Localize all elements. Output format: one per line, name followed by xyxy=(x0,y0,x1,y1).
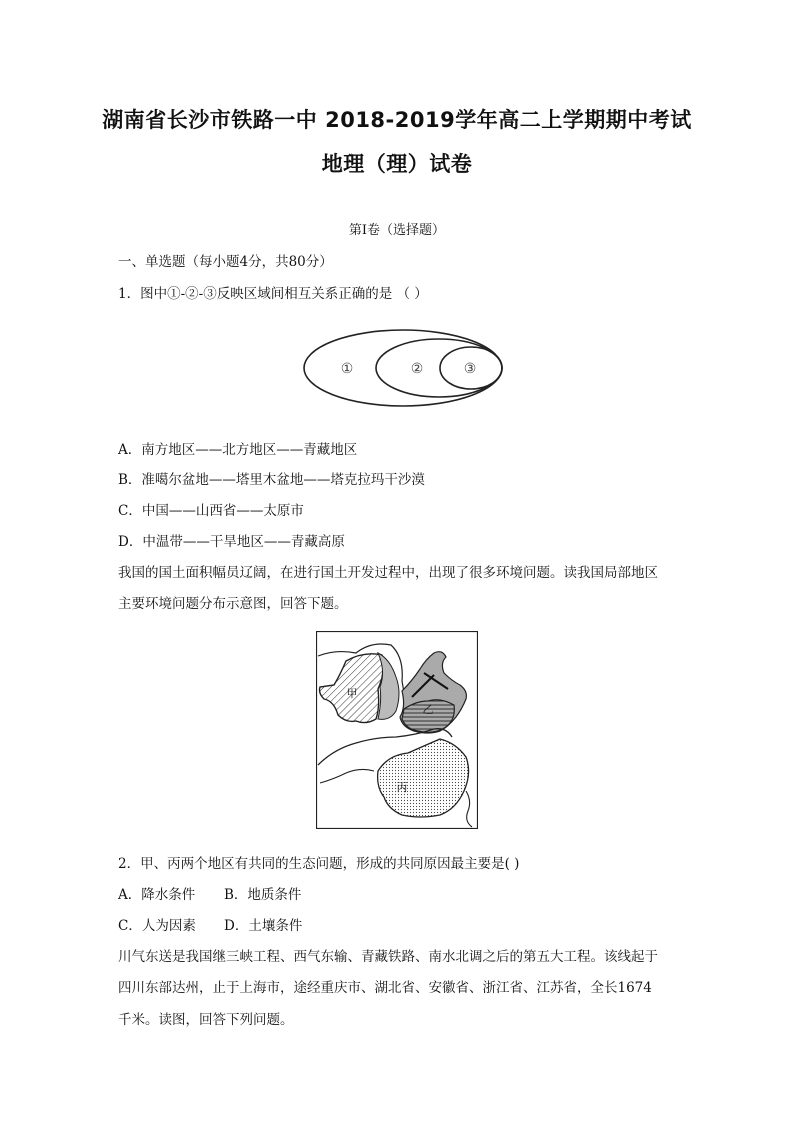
map-label-yi: 乙 xyxy=(422,703,434,716)
diagram-label-3: ③ xyxy=(463,361,477,377)
map-label-bing: 丙 xyxy=(396,781,408,794)
nested-region-diagram xyxy=(300,328,510,410)
passage-2-line-3: 千米。读图，回答下列问题。 xyxy=(118,1012,294,1028)
question-2-option-b: B．地质条件 xyxy=(224,887,302,903)
question-1-option-b: B．准噶尔盆地——塔里木盆地——塔克拉玛干沙漠 xyxy=(118,472,425,488)
passage-1-line-1: 我国的国土面积幅员辽阔，在进行国土开发过程中，出现了很多环境问题。读我国局部地区 xyxy=(118,565,658,581)
diagram-label-1: ① xyxy=(340,361,354,377)
passage-1-line-2: 主要环境问题分布示意图，回答下题。 xyxy=(118,596,348,612)
question-1-option-d: D．中温带——干旱地区——青藏高原 xyxy=(118,534,345,550)
exam-title-line2: 地理（理）试卷 xyxy=(321,152,473,176)
map-label-jia: 甲 xyxy=(346,687,358,700)
question-1-option-a: A．南方地区——北方地区——青藏地区 xyxy=(118,442,358,458)
question-2-stem: 2．甲、丙两个地区有共同的生态问题，形成的共同原因最主要是( ) xyxy=(118,856,520,872)
passage-2-line-1: 川气东送是我国继三峡工程、西气东输、青藏铁路、南水北调之后的第五大工程。该线起于 xyxy=(118,949,658,965)
question-2-option-d: D．土壤条件 xyxy=(224,918,303,934)
section-heading: 第I卷（选择题） xyxy=(348,223,446,238)
question-1-option-c: C．中国——山西省——太原市 xyxy=(118,503,304,519)
question-2-option-c: C．人为因素 xyxy=(118,918,196,934)
environment-problem-map xyxy=(316,631,478,829)
diagram-label-2: ② xyxy=(410,361,424,377)
exam-title-line1: 湖南省长沙市铁路一中 2018-2019学年高二上学期期中考试 xyxy=(102,108,692,132)
question-2-option-a: A．降水条件 xyxy=(118,887,196,903)
part-heading: 一、单选题（每小题4分，共80分） xyxy=(118,254,333,270)
question-1-stem: 1．图中①-②-③反映区域间相互关系正确的是 （ ） xyxy=(118,286,428,302)
passage-2-line-2: 四川东部达州，止于上海市，途经重庆市、湖北省、安徽省、浙江省、江苏省，全长1674 xyxy=(118,980,652,996)
